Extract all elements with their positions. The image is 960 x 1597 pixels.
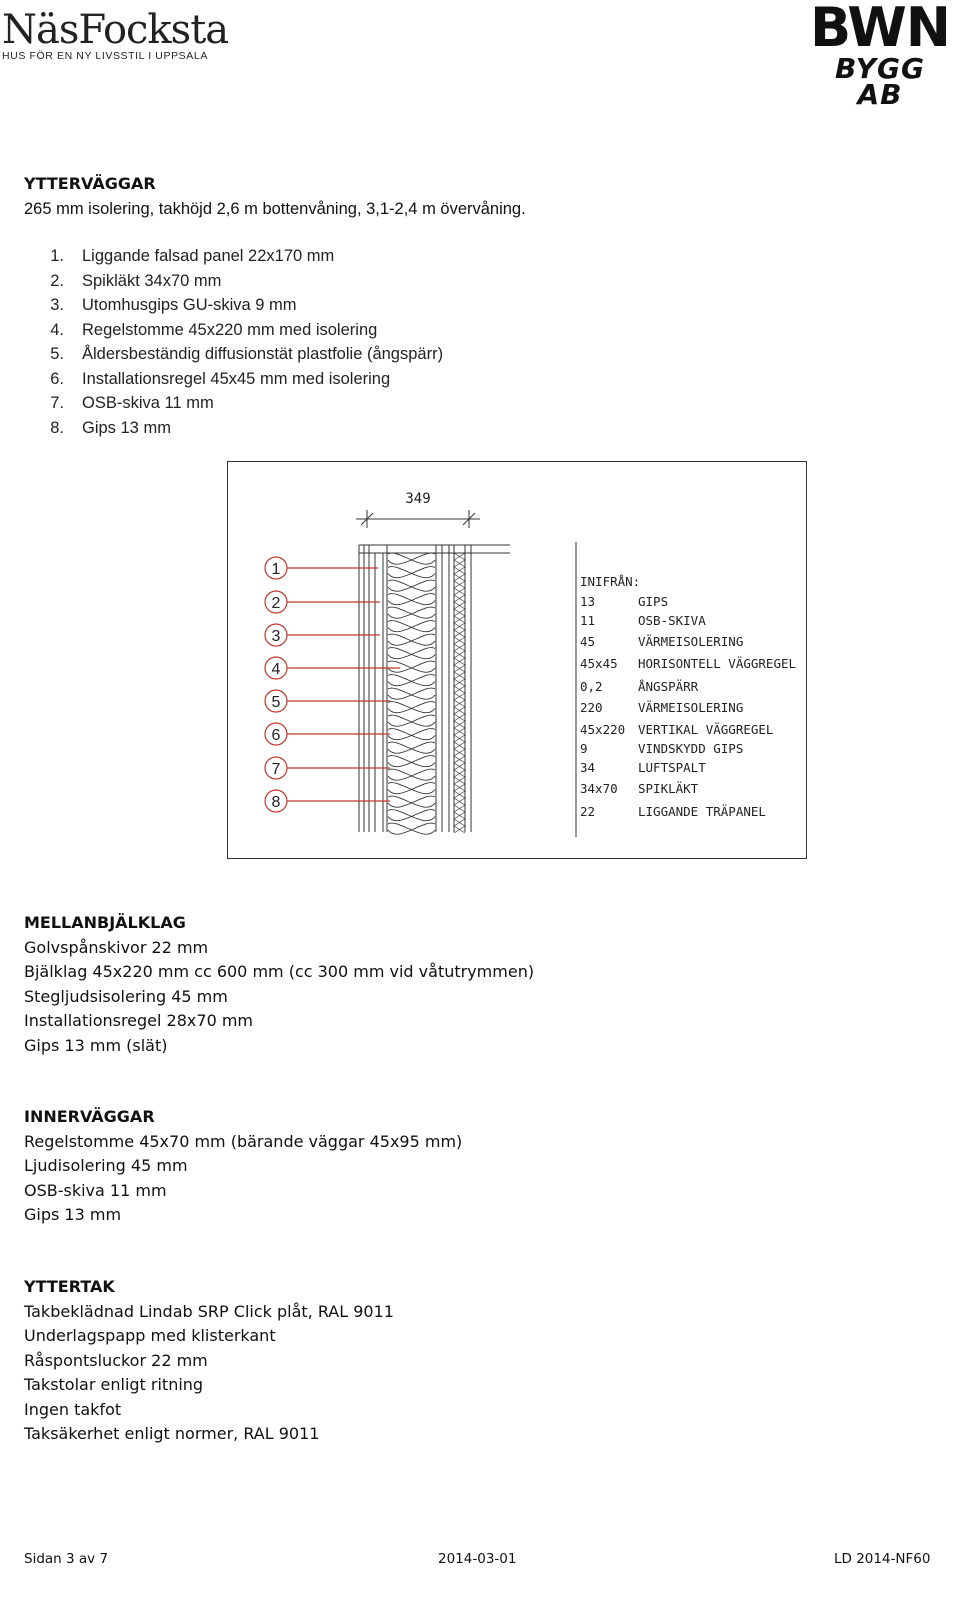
insulation-loop	[388, 796, 435, 807]
insulation-loop	[388, 675, 435, 686]
section-title: YTTERTAK	[24, 1277, 115, 1296]
legend-name: VÄRMEISOLERING	[638, 634, 744, 649]
footer-page-number: Sidan 3 av 7	[24, 1551, 109, 1567]
section-subtitle: 265 mm isolering, takhöjd 2,6 m bottenvåning, 3,1-2,4 m övervåning.	[24, 200, 526, 218]
legend-name: VERTIKAL VÄGGREGEL	[638, 722, 774, 737]
text-line: Ingen takfot	[24, 1399, 122, 1419]
insulation-loop	[388, 661, 435, 672]
text-line: Golvspånskivor 22 mm	[24, 937, 209, 957]
list-item: 2. Spikläkt 34x70 mm	[50, 271, 222, 290]
marker-number: 4	[271, 661, 281, 678]
insulation-loop	[388, 742, 435, 753]
section-mellanbjalklag	[24, 911, 534, 1058]
insulation-loop	[388, 580, 435, 591]
text-line: Ljudisolering 45 mm	[24, 1156, 188, 1175]
marker-number: 6	[271, 727, 281, 744]
legend-size: 13	[580, 594, 596, 609]
legend-name: LUFTSPALT	[638, 760, 706, 775]
dimension-label: 349	[405, 491, 431, 507]
insulation-loop	[388, 594, 435, 605]
insulation-loop	[388, 769, 435, 780]
text-line: Installationsregel 28x70 mm	[24, 1011, 253, 1030]
list-item: 8. Gips 13 mm	[50, 418, 171, 437]
text-line: Bjälklag 45x220 mm cc 600 mm (cc 300 mm vid våtutrymmen)	[24, 962, 535, 981]
legend-name: ÅNGSPÄRR	[638, 679, 699, 694]
insulation-loop	[388, 702, 435, 713]
layer-markers	[265, 557, 400, 812]
legend-size: 220	[580, 700, 603, 715]
legend-size: 45x220	[580, 722, 626, 737]
insulation-loop	[388, 715, 435, 726]
legend-name: OSB-SKIVA	[638, 613, 706, 628]
insulation-loop	[388, 810, 435, 821]
legend-name: SPIKLÄKT	[638, 781, 699, 796]
logo-tagline: HUS FÖR EN NY LIVSSTIL I UPPSALA	[2, 50, 208, 62]
section-title: INNERVÄGGAR	[24, 1107, 155, 1126]
logo-wordmark: NäsFocksta	[2, 7, 229, 53]
insulation-loop	[388, 553, 435, 564]
insulation-loop	[388, 621, 435, 632]
insulation-loop	[388, 756, 435, 767]
legend-size: 0,2	[580, 679, 603, 694]
marker-number: 1	[271, 561, 281, 578]
insulation-loop	[388, 607, 435, 618]
list-item: 1. Liggande falsad panel 22x170 mm	[50, 247, 335, 265]
legend-size: 45x45	[580, 656, 618, 671]
marker-number: 2	[271, 595, 281, 612]
dimension-line	[356, 510, 480, 528]
insulation-loop	[388, 783, 435, 794]
legend-size: 22	[580, 804, 596, 819]
section-innervaggar	[24, 1105, 462, 1228]
layer-legend	[580, 574, 796, 819]
text-line: Gips 13 mm	[24, 1205, 122, 1224]
insulation-loop	[388, 648, 435, 659]
legend-name: VINDSKYDD GIPS	[638, 741, 744, 756]
wall-section-diagram	[227, 461, 807, 859]
marker-number: 3	[271, 628, 281, 645]
insulation-loop	[388, 729, 435, 740]
insulation-loop	[388, 688, 435, 699]
insulation-loop	[388, 634, 435, 645]
legend-size: 34x70	[580, 781, 618, 796]
logo-bwn-text: BWN	[810, 0, 950, 59]
text-line: Regelstomme 45x70 mm (bärande väggar 45x95 mm)	[24, 1131, 463, 1151]
legend-size: 45	[580, 634, 596, 649]
text-line: Takstolar enligt ritning	[24, 1375, 204, 1394]
text-line: Gips 13 mm (slät)	[24, 1035, 168, 1055]
footer-document-id: LD 2014-NF60	[834, 1551, 931, 1567]
legend-name: LIGGANDE TRÄPANEL	[638, 804, 766, 819]
legend-size: 34	[580, 760, 596, 775]
text-line: Underlagspapp med klisterkant	[24, 1326, 276, 1345]
wall-layer-list	[24, 244, 443, 440]
insulation-loop	[388, 567, 435, 578]
nasfocksta-logo	[2, 8, 228, 62]
text-line: Takbeklädnad Lindab SRP Click plåt, RAL 9011	[24, 1301, 394, 1321]
insulation-pattern	[388, 553, 435, 834]
marker-number: 8	[271, 794, 281, 811]
bwn-logo	[810, 0, 950, 111]
legend-size: 11	[580, 613, 596, 628]
list-item: 4. Regelstomme 45x220 mm med isolering	[50, 320, 378, 339]
wall-section-drawing	[228, 462, 805, 857]
text-line: Råspontsluckor 22 mm	[24, 1350, 208, 1370]
insulation-loop	[388, 823, 435, 834]
legend-name: HORISONTELL VÄGGREGEL	[638, 656, 797, 671]
section-title: MELLANBJÄLKLAG	[24, 913, 186, 932]
gypsum-hatch	[454, 553, 465, 833]
text-line: Stegljudsisolering 45 mm	[24, 986, 228, 1006]
list-item: 6. Installationsregel 45x45 mm med isolering	[50, 369, 391, 388]
footer-date: 2014-03-01	[438, 1551, 517, 1567]
legend-heading: INIFRÅN:	[580, 574, 641, 589]
text-line: Taksäkerhet enligt normer, RAL 9011	[24, 1424, 320, 1443]
legend-name: VÄRMEISOLERING	[638, 700, 744, 715]
legend-name: GIPS	[638, 594, 669, 609]
legend-size: 9	[580, 741, 588, 756]
list-item: 3. Utomhusgips GU-skiva 9 mm	[50, 296, 297, 314]
list-item: 5. Åldersbeständig diffusionstät plastfolie (ångspärr)	[50, 345, 444, 363]
marker-number: 7	[271, 761, 281, 778]
list-item: 7. OSB-skiva 11 mm	[50, 394, 214, 412]
section-title-ytterväggar: YTTERVÄGGAR	[24, 174, 156, 193]
logo-bygg-text: BYGG AB	[834, 52, 926, 111]
section-yttertak	[24, 1275, 394, 1447]
marker-number: 5	[271, 694, 281, 711]
text-line: OSB-skiva 11 mm	[24, 1180, 167, 1200]
